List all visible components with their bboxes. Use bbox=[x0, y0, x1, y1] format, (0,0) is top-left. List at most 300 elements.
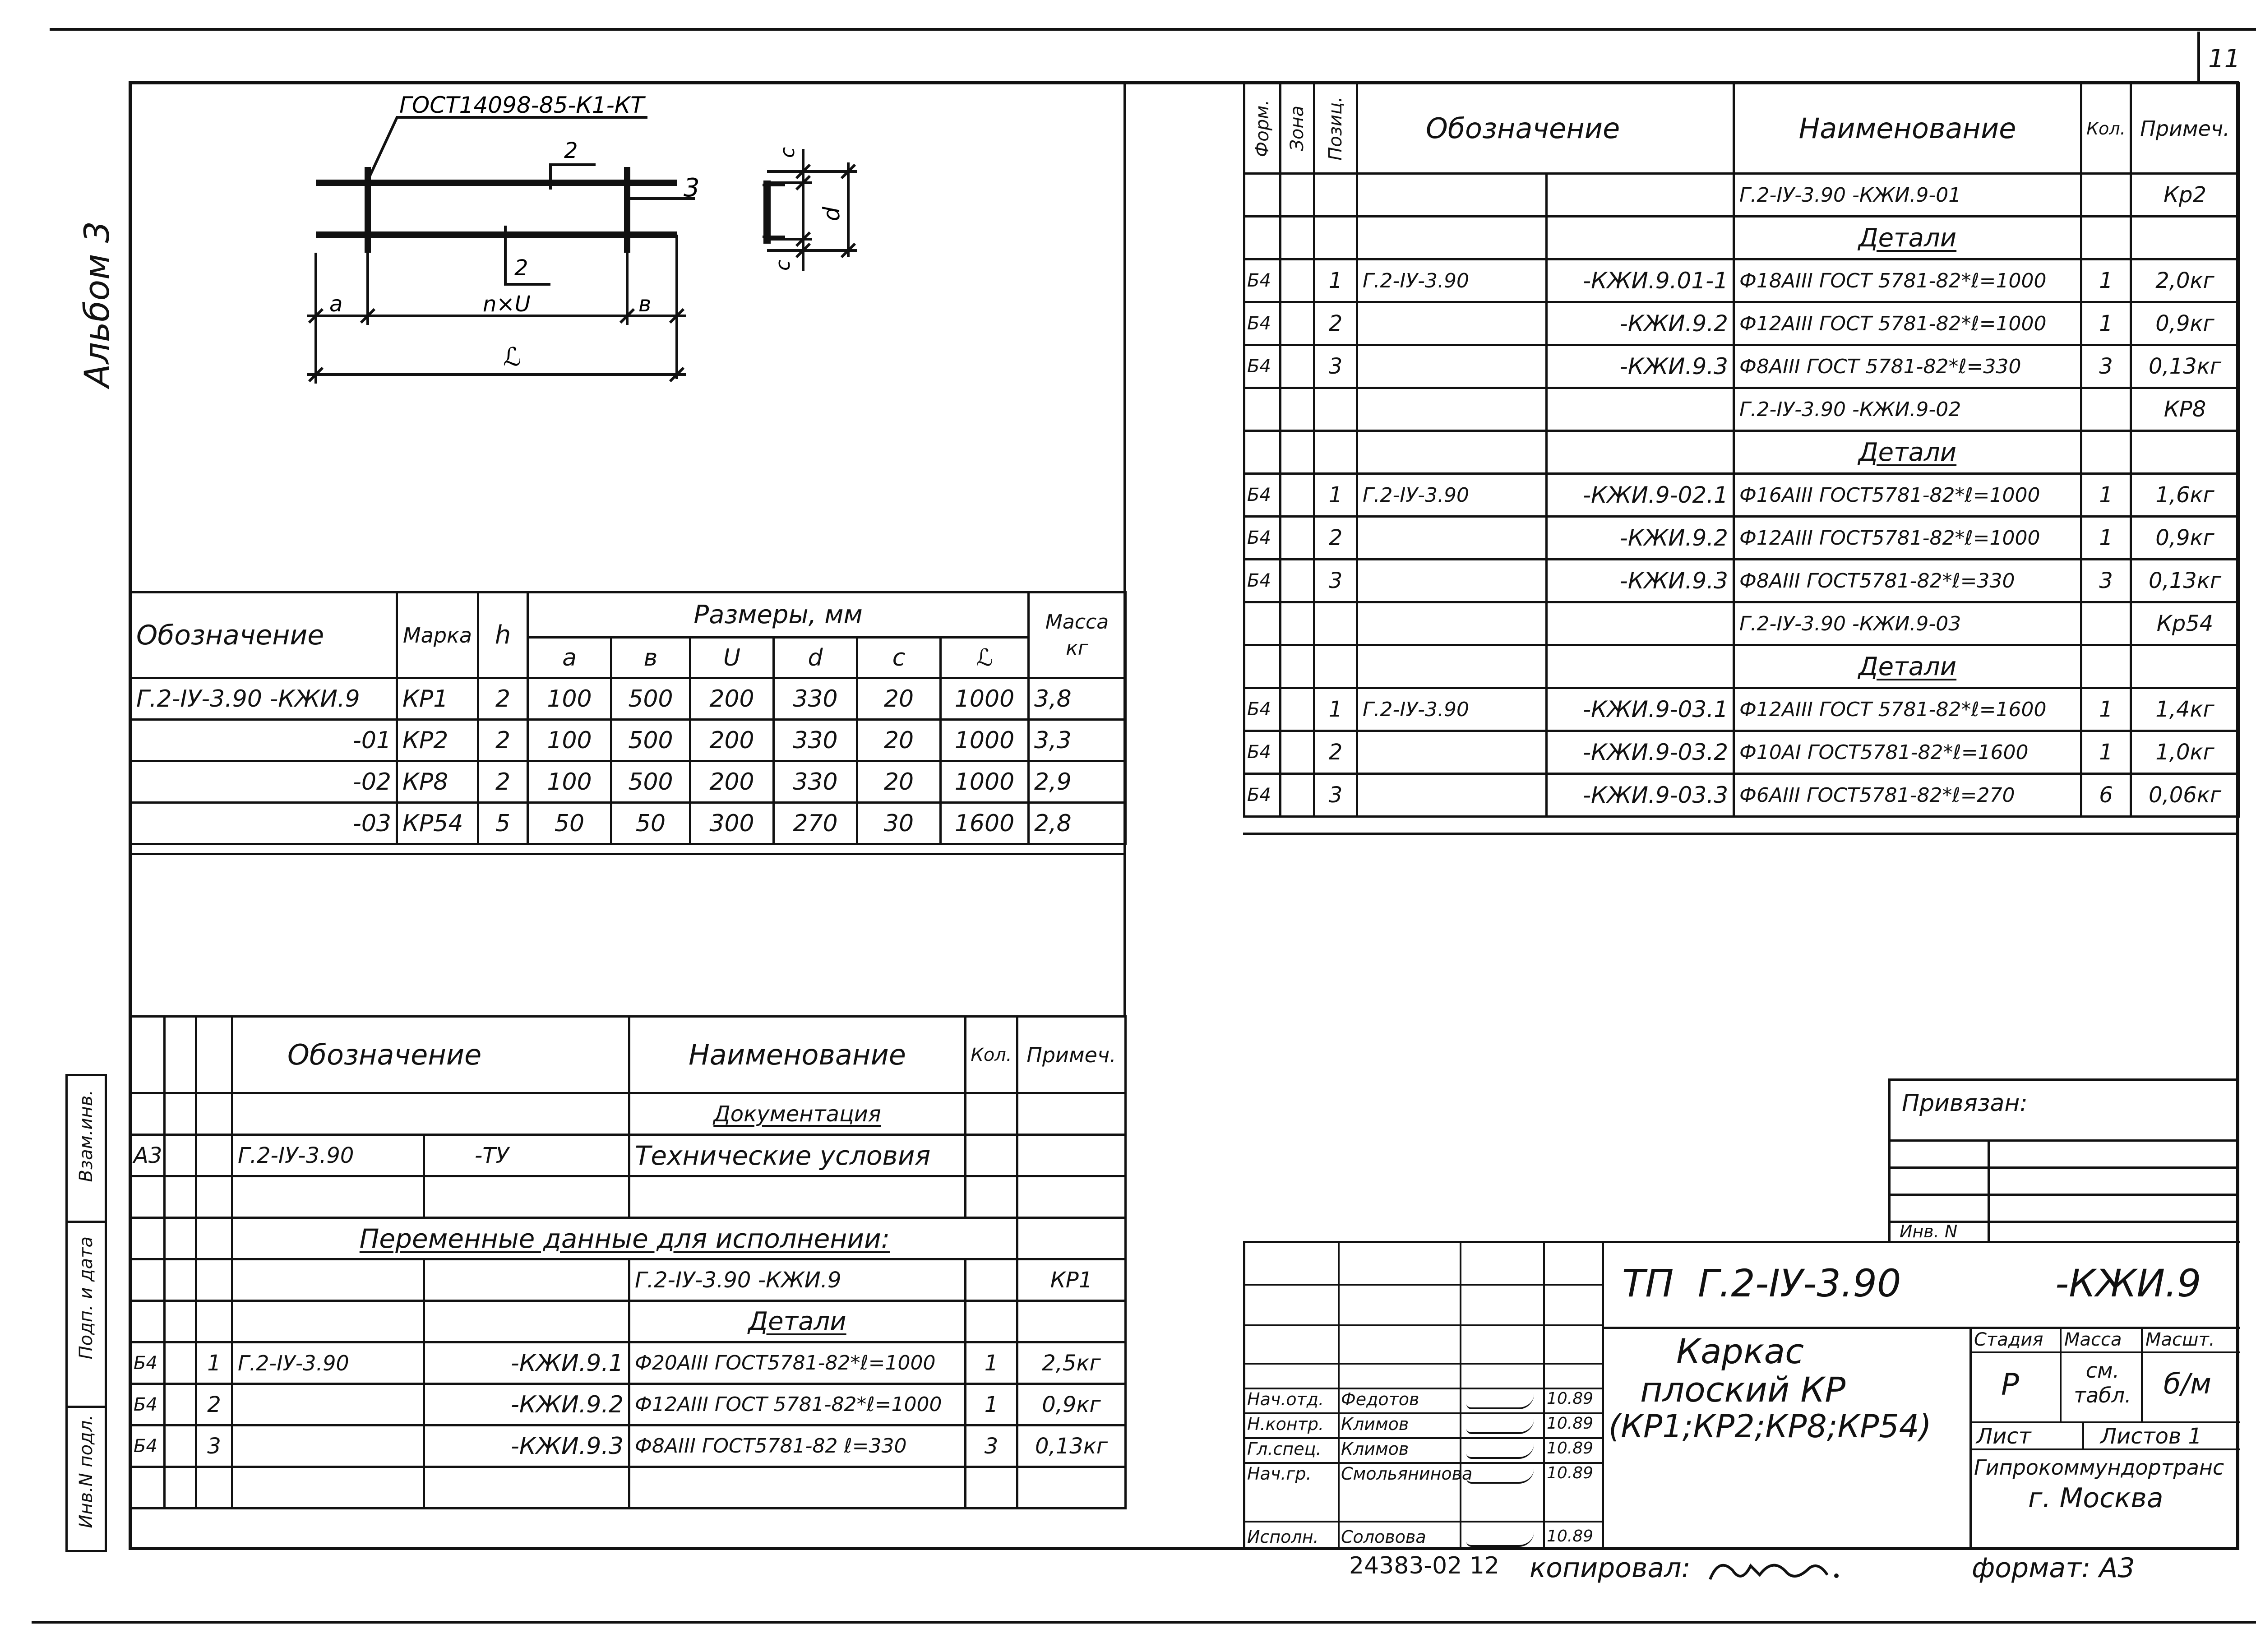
row-note bbox=[2131, 217, 2239, 259]
row-qty: 1 bbox=[2081, 731, 2131, 774]
mass-header: Масса bbox=[2064, 1329, 2122, 1350]
row-format: Б4 bbox=[1244, 345, 1281, 388]
staff-date: 10.89 bbox=[1547, 1389, 1594, 1408]
row-format: Б4 bbox=[131, 1384, 165, 1425]
row-zone bbox=[1281, 774, 1314, 817]
specification-table-left bbox=[129, 1015, 1127, 1509]
table-row bbox=[1244, 388, 2239, 431]
drawing-code-suffix: -КЖИ.9 bbox=[2055, 1261, 2201, 1305]
col-designation: Обозначение bbox=[1357, 83, 1734, 174]
table-row bbox=[1244, 217, 2239, 259]
row-h: 5 bbox=[478, 803, 528, 844]
row-u: 200 bbox=[690, 761, 774, 803]
row-d: 330 bbox=[774, 761, 857, 803]
table-row bbox=[131, 1342, 1126, 1384]
staff-role: Н.контр. bbox=[1247, 1414, 1324, 1434]
gost-leader bbox=[368, 117, 647, 180]
dim-a-label: а bbox=[329, 292, 343, 317]
staff-role: Гл.спец. bbox=[1247, 1439, 1322, 1459]
row-note: 2,0кг bbox=[2131, 259, 2239, 302]
table-row bbox=[1244, 731, 2239, 774]
row-zone bbox=[165, 1425, 196, 1467]
staff-name: Смольянинова bbox=[1341, 1464, 1473, 1484]
row-c: 20 bbox=[857, 678, 941, 720]
stage-value: Р bbox=[2001, 1367, 2019, 1402]
row-pos bbox=[1314, 217, 1357, 259]
row-pos: 1 bbox=[196, 1342, 232, 1384]
row-name: Ф12АIII ГОСТ 5781-82*ℓ=1000 bbox=[629, 1384, 966, 1425]
row-b: 500 bbox=[611, 720, 690, 761]
staff-role: Нач.отд. bbox=[1247, 1389, 1324, 1409]
row-u: 200 bbox=[690, 678, 774, 720]
row-qty bbox=[2081, 431, 2131, 474]
drawing-code: ТП Г.2-IУ-3.90 bbox=[1622, 1261, 1901, 1305]
specification-table-right bbox=[1243, 82, 2240, 818]
row-designation-suffix: -КЖИ.9.01-1 bbox=[1547, 259, 1734, 302]
staff-grid bbox=[1245, 1243, 1604, 1550]
row-L: 1600 bbox=[941, 803, 1029, 844]
staff-role: Исполн. bbox=[1247, 1527, 1319, 1547]
sub-u: U bbox=[690, 638, 774, 678]
row-designation-suffix: -КЖИ.9-02.1 bbox=[1547, 474, 1734, 517]
row-note: 0,9кг bbox=[1017, 1384, 1126, 1425]
sheets-label: Листов 1 bbox=[2100, 1424, 2202, 1449]
row-designation bbox=[1357, 602, 1547, 645]
row-qty: 1 bbox=[966, 1342, 1017, 1384]
row-pos: 3 bbox=[196, 1425, 232, 1467]
row-format: Б4 bbox=[1244, 259, 1281, 302]
row-name: Ф8АIII ГОСТ5781-82*ℓ=330 bbox=[1734, 560, 2081, 602]
title-line-1: Каркас bbox=[1676, 1331, 1804, 1371]
row-pos: 2 bbox=[1314, 302, 1357, 345]
attach-grid bbox=[1891, 1139, 2238, 1243]
row-designation: Г.2-IУ-3.90 bbox=[232, 1342, 424, 1384]
top-border-line bbox=[50, 28, 2256, 31]
table-row bbox=[131, 678, 1126, 720]
row-zone bbox=[1281, 217, 1314, 259]
col-designation: Обозначение bbox=[232, 1017, 629, 1093]
row-qty: 1 bbox=[2081, 474, 2131, 517]
details-heading: Детали bbox=[748, 1307, 846, 1336]
strip-inv-label: Инв.N подл. bbox=[76, 1415, 97, 1528]
variant-note: КР1 bbox=[1017, 1259, 1126, 1301]
side-d-label: d bbox=[818, 207, 845, 221]
col-marka: Марка bbox=[397, 592, 478, 678]
dimensions-table bbox=[129, 591, 1127, 845]
side-c-top-label: с bbox=[776, 147, 799, 158]
table-row bbox=[131, 1301, 1126, 1342]
row-mass: 3,8 bbox=[1029, 678, 1126, 720]
row-designation-suffix bbox=[1547, 602, 1734, 645]
row-a: 100 bbox=[528, 678, 611, 720]
signature-icon bbox=[1466, 1532, 1534, 1547]
row-a: 100 bbox=[528, 761, 611, 803]
copier-signature bbox=[1701, 1548, 1872, 1593]
staff-name: Климов bbox=[1341, 1439, 1409, 1459]
row-format bbox=[1244, 602, 1281, 645]
frame-drawing bbox=[271, 90, 948, 415]
documentation-heading: Документация bbox=[713, 1101, 881, 1127]
row-designation bbox=[232, 1384, 424, 1425]
row-h: 2 bbox=[478, 720, 528, 761]
col-qty: Кол. bbox=[2081, 83, 2131, 174]
row-note bbox=[2131, 431, 2239, 474]
strip-cell-sign bbox=[68, 1221, 105, 1408]
staff-role: Нач.гр. bbox=[1247, 1464, 1312, 1484]
row-designation bbox=[1357, 731, 1547, 774]
row-name: Ф8АIII ГОСТ 5781-82*ℓ=330 bbox=[1734, 345, 2081, 388]
row-name: Г.2-IУ-3.90 -КЖИ.9-03 bbox=[1734, 602, 2081, 645]
row-note: Кр54 bbox=[2131, 602, 2239, 645]
footer-format: формат: А3 bbox=[1972, 1552, 2135, 1584]
variant-designation: Г.2-IУ-3.90 -КЖИ.9 bbox=[629, 1259, 966, 1301]
gost-label: ГОСТ14098-85-К1-КТ bbox=[399, 92, 644, 118]
attachment-block bbox=[1888, 1078, 2238, 1243]
row-qty: 1 bbox=[2081, 517, 2131, 560]
col-format-empty bbox=[131, 1017, 165, 1093]
staff-name: Федотов bbox=[1341, 1389, 1419, 1409]
bottom-border-line bbox=[32, 1621, 2256, 1624]
row-marka: КР1 bbox=[397, 678, 478, 720]
row-zone bbox=[165, 1342, 196, 1384]
row-zone bbox=[1281, 302, 1314, 345]
row-d: 330 bbox=[774, 678, 857, 720]
dim-b-label: в bbox=[638, 292, 652, 317]
row-designation-suffix: -КЖИ.9.1 bbox=[424, 1342, 629, 1384]
row-designation: Г.2-IУ-3.90 -КЖИ.9 bbox=[131, 678, 397, 720]
row-qty bbox=[2081, 645, 2131, 688]
row-qty: 1 bbox=[2081, 688, 2131, 731]
row-mass: 2,8 bbox=[1029, 803, 1126, 844]
row-qty: 1 bbox=[2081, 302, 2131, 345]
row-zone bbox=[1281, 688, 1314, 731]
table-row bbox=[1244, 560, 2239, 602]
row-qty bbox=[2081, 217, 2131, 259]
table-row bbox=[131, 1259, 1126, 1301]
row-marka: КР54 bbox=[397, 803, 478, 844]
row-designation: -03 bbox=[131, 803, 397, 844]
sub-c: с bbox=[857, 638, 941, 678]
row-designation-suffix bbox=[1547, 174, 1734, 217]
row-note: КР8 bbox=[2131, 388, 2239, 431]
row-designation bbox=[1357, 517, 1547, 560]
row-zone bbox=[1281, 560, 1314, 602]
col-format bbox=[1244, 83, 1281, 174]
sub-b: в bbox=[611, 638, 690, 678]
col-pos-empty bbox=[196, 1017, 232, 1093]
row-u: 200 bbox=[690, 720, 774, 761]
row-a: 50 bbox=[528, 803, 611, 844]
col-zone bbox=[1281, 83, 1314, 174]
row-pos: 1 bbox=[1314, 474, 1357, 517]
row-qty bbox=[2081, 602, 2131, 645]
staff-date: 10.89 bbox=[1547, 1464, 1594, 1482]
staff-date: 10.89 bbox=[1547, 1414, 1594, 1433]
row-b: 500 bbox=[611, 678, 690, 720]
row-name: Ф10АI ГОСТ5781-82*ℓ=1600 bbox=[1734, 731, 2081, 774]
row-designation-suffix bbox=[1547, 645, 1734, 688]
signature-icon bbox=[1466, 1419, 1534, 1434]
row-note: 0,13кг bbox=[2131, 345, 2239, 388]
row-pos: 3 bbox=[1314, 345, 1357, 388]
row-format bbox=[1244, 388, 1281, 431]
row-format: Б4 bbox=[1244, 302, 1281, 345]
row-format: Б4 bbox=[1244, 474, 1281, 517]
table-row bbox=[1244, 259, 2239, 302]
row-designation: -01 bbox=[131, 720, 397, 761]
row-designation bbox=[1357, 560, 1547, 602]
row-zone bbox=[165, 1384, 196, 1425]
row-name: Ф20АIII ГОСТ5781-82*ℓ=1000 bbox=[629, 1342, 966, 1384]
row-name: Ф12АIII ГОСТ 5781-82*ℓ=1600 bbox=[1734, 688, 2081, 731]
row-d: 270 bbox=[774, 803, 857, 844]
table-row bbox=[131, 761, 1126, 803]
details-heading: Детали bbox=[1858, 652, 1957, 681]
col-sizes: Размеры, мм bbox=[528, 592, 1029, 638]
row-designation bbox=[1357, 431, 1547, 474]
table-row bbox=[131, 1384, 1126, 1425]
row-designation-suffix: -КЖИ.9-03.1 bbox=[1547, 688, 1734, 731]
row-note: 2,5кг bbox=[1017, 1342, 1126, 1384]
row-mass: 2,9 bbox=[1029, 761, 1126, 803]
row-designation bbox=[1357, 345, 1547, 388]
title-line-2: плоский КР bbox=[1640, 1370, 1846, 1410]
row-designation-suffix bbox=[1547, 217, 1734, 259]
row-designation: Г.2-IУ-3.90 bbox=[1357, 474, 1547, 517]
signature-icon bbox=[1466, 1394, 1534, 1409]
inv-label: Инв. N bbox=[1900, 1222, 1958, 1241]
scale-header: Масшт. bbox=[2145, 1329, 2215, 1350]
row-pos bbox=[1314, 388, 1357, 431]
page-number: 11 bbox=[2208, 44, 2241, 74]
table-row bbox=[1244, 688, 2239, 731]
row-note: Кр2 bbox=[2131, 174, 2239, 217]
row-note: 0,06кг bbox=[2131, 774, 2239, 817]
row-designation bbox=[1357, 217, 1547, 259]
row-qty: 3 bbox=[2081, 345, 2131, 388]
row-name: Ф12АIII ГОСТ5781-82*ℓ=1000 bbox=[1734, 517, 2081, 560]
row-L: 1000 bbox=[941, 720, 1029, 761]
row-designation bbox=[1357, 302, 1547, 345]
strip-cell-replace bbox=[68, 1076, 105, 1221]
mass-value: см. табл. bbox=[2074, 1358, 2131, 1408]
row-name: Ф6АIII ГОСТ5781-82*ℓ=270 bbox=[1734, 774, 2081, 817]
organization-city: г. Москва bbox=[2028, 1482, 2164, 1514]
row-designation-suffix: -КЖИ.9.2 bbox=[1547, 517, 1734, 560]
row-pos: 1 bbox=[1314, 259, 1357, 302]
row-designation-suffix: -КЖИ.9.2 bbox=[1547, 302, 1734, 345]
row-qty: 1 bbox=[2081, 259, 2131, 302]
row-name: Ф12АIII ГОСТ 5781-82*ℓ=1000 bbox=[1734, 302, 2081, 345]
col-note: Примеч. bbox=[2131, 83, 2239, 174]
signature-icon bbox=[1466, 1468, 1534, 1484]
mid-horizontal bbox=[129, 853, 1123, 855]
title-line-3: (КР1;КР2;КР8;КР54) bbox=[1609, 1408, 1932, 1445]
row-note: 1,0кг bbox=[2131, 731, 2239, 774]
col-mass: Масса кг bbox=[1029, 592, 1126, 678]
page-number-box bbox=[2197, 32, 2239, 81]
table-row bbox=[131, 1425, 1126, 1467]
col-name: Наименование bbox=[629, 1017, 966, 1093]
sub-a: а bbox=[528, 638, 611, 678]
row-mass: 3,3 bbox=[1029, 720, 1126, 761]
album-label-box bbox=[72, 217, 122, 406]
row-format bbox=[1244, 645, 1281, 688]
title-block bbox=[1243, 1241, 2240, 1550]
row-zone bbox=[1281, 517, 1314, 560]
row-name: Г.2-IУ-3.90 -КЖИ.9-01 bbox=[1734, 174, 2081, 217]
row-L: 1000 bbox=[941, 678, 1029, 720]
row-note bbox=[2131, 645, 2239, 688]
row-designation-suffix: -КЖИ.9-03.2 bbox=[1547, 731, 1734, 774]
row-format bbox=[1244, 174, 1281, 217]
right-mid-horizontal bbox=[1243, 833, 2238, 835]
row-zone bbox=[1281, 174, 1314, 217]
organization-name: Гипрокоммундортранс bbox=[1974, 1455, 2224, 1480]
details-heading: Детали bbox=[1858, 437, 1957, 467]
doc-designation: Г.2-IУ-3.90 bbox=[232, 1135, 424, 1176]
row-u: 300 bbox=[690, 803, 774, 844]
row-designation-suffix bbox=[1547, 431, 1734, 474]
row-designation-suffix bbox=[1547, 388, 1734, 431]
row-designation-suffix: -КЖИ.9.3 bbox=[1547, 345, 1734, 388]
row-format: Б4 bbox=[1244, 517, 1281, 560]
row-designation: Г.2-IУ-3.90 bbox=[1357, 259, 1547, 302]
col-pos bbox=[1314, 83, 1357, 174]
col-pos-label: Позиц. bbox=[1325, 96, 1346, 161]
row-pos bbox=[1314, 645, 1357, 688]
table-row bbox=[1244, 517, 2239, 560]
album-label: Альбом 3 bbox=[77, 221, 117, 388]
row-zone bbox=[1281, 345, 1314, 388]
row-marka: КР8 bbox=[397, 761, 478, 803]
row-designation bbox=[1357, 388, 1547, 431]
col-designation: Обозначение bbox=[131, 592, 397, 678]
row-note: 0,13кг bbox=[1017, 1425, 1126, 1467]
row-b: 50 bbox=[611, 803, 690, 844]
strip-cell-inv bbox=[68, 1406, 105, 1550]
table-row bbox=[1244, 645, 2239, 688]
scale-value: б/м bbox=[2164, 1367, 2211, 1400]
row-zone bbox=[1281, 474, 1314, 517]
row-note: 0,9кг bbox=[2131, 517, 2239, 560]
staff-date: 10.89 bbox=[1547, 1439, 1594, 1458]
table-row bbox=[131, 1467, 1126, 1509]
table-row bbox=[1244, 474, 2239, 517]
row-zone bbox=[1281, 388, 1314, 431]
row-a: 100 bbox=[528, 720, 611, 761]
row-zone bbox=[1281, 645, 1314, 688]
table-row bbox=[1244, 774, 2239, 817]
rebar-count-label: 3 bbox=[684, 173, 700, 203]
row-pos: 2 bbox=[196, 1384, 232, 1425]
row-format: Б4 bbox=[1244, 688, 1281, 731]
section-label-bottom: 2 bbox=[514, 255, 528, 281]
row-qty: 1 bbox=[966, 1384, 1017, 1425]
row-marka: КР2 bbox=[397, 720, 478, 761]
table-row bbox=[1244, 345, 2239, 388]
row-format: Б4 bbox=[131, 1425, 165, 1467]
row-qty: 3 bbox=[2081, 560, 2131, 602]
sub-d: d bbox=[774, 638, 857, 678]
row-b: 500 bbox=[611, 761, 690, 803]
row-h: 2 bbox=[478, 761, 528, 803]
row-name: Ф18АIII ГОСТ 5781-82*ℓ=1000 bbox=[1734, 259, 2081, 302]
row-name: Ф16АIII ГОСТ5781-82*ℓ=1000 bbox=[1734, 474, 2081, 517]
row-d: 330 bbox=[774, 720, 857, 761]
col-zone-empty bbox=[165, 1017, 196, 1093]
col-zone-label: Зона bbox=[1287, 106, 1308, 151]
table-row bbox=[131, 1218, 1126, 1259]
table-row bbox=[131, 1093, 1126, 1135]
row-zone bbox=[1281, 602, 1314, 645]
row-format: Б4 bbox=[131, 1342, 165, 1384]
row-designation bbox=[232, 1425, 424, 1467]
row-pos: 3 bbox=[1314, 560, 1357, 602]
row-note: 1,4кг bbox=[2131, 688, 2239, 731]
sheet-label: Лист bbox=[1976, 1424, 2031, 1449]
row-format bbox=[1244, 217, 1281, 259]
staff-name: Климов bbox=[1341, 1414, 1409, 1434]
dim-nxu-label: n×U bbox=[483, 292, 531, 317]
table-row bbox=[1244, 174, 2239, 217]
variable-data-heading: Переменные данные для исполнении: bbox=[359, 1223, 890, 1254]
table-row bbox=[1244, 302, 2239, 345]
doc-name: Технические условия bbox=[629, 1135, 966, 1176]
row-designation bbox=[1357, 774, 1547, 817]
staff-date: 10.89 bbox=[1547, 1527, 1594, 1546]
staff-name: Соловова bbox=[1341, 1527, 1426, 1547]
table-row bbox=[131, 803, 1126, 844]
col-h: h bbox=[478, 592, 528, 678]
row-qty bbox=[2081, 388, 2131, 431]
row-designation-suffix: -КЖИ.9.3 bbox=[424, 1425, 629, 1467]
row-note: 1,6кг bbox=[2131, 474, 2239, 517]
left-strip bbox=[65, 1074, 107, 1552]
row-format bbox=[1244, 431, 1281, 474]
row-designation: -02 bbox=[131, 761, 397, 803]
dim-L-label: ℒ bbox=[503, 342, 522, 372]
row-qty: 3 bbox=[966, 1425, 1017, 1467]
row-designation-suffix: -КЖИ.9-03.3 bbox=[1547, 774, 1734, 817]
row-format: Б4 bbox=[1244, 774, 1281, 817]
row-L: 1000 bbox=[941, 761, 1029, 803]
col-name: Наименование bbox=[1734, 83, 2081, 174]
row-format: Б4 bbox=[1244, 731, 1281, 774]
signature-icon bbox=[1466, 1444, 1534, 1459]
row-pos bbox=[1314, 174, 1357, 217]
row-note: 0,13кг bbox=[2131, 560, 2239, 602]
row-pos bbox=[1314, 602, 1357, 645]
row-name: Ф8АIII ГОСТ5781-82 ℓ=330 bbox=[629, 1425, 966, 1467]
row-h: 2 bbox=[478, 678, 528, 720]
footer-number: 24383-02 12 bbox=[1349, 1552, 1500, 1579]
row-designation: Г.2-IУ-3.90 bbox=[1357, 688, 1547, 731]
stage-header: Стадия bbox=[1974, 1329, 2043, 1350]
mid-vertical bbox=[1123, 81, 1126, 1015]
table-row bbox=[131, 720, 1126, 761]
row-c: 20 bbox=[857, 761, 941, 803]
col-format-label: Форм. bbox=[1252, 99, 1273, 157]
sub-L: ℒ bbox=[941, 638, 1029, 678]
row-pos: 1 bbox=[1314, 688, 1357, 731]
row-designation-suffix: -КЖИ.9.2 bbox=[424, 1384, 629, 1425]
details-heading: Детали bbox=[1858, 223, 1957, 253]
strip-replace-label: Взам.инв. bbox=[76, 1090, 97, 1182]
table-row bbox=[1244, 602, 2239, 645]
row-qty bbox=[2081, 174, 2131, 217]
table-row bbox=[131, 1176, 1126, 1218]
